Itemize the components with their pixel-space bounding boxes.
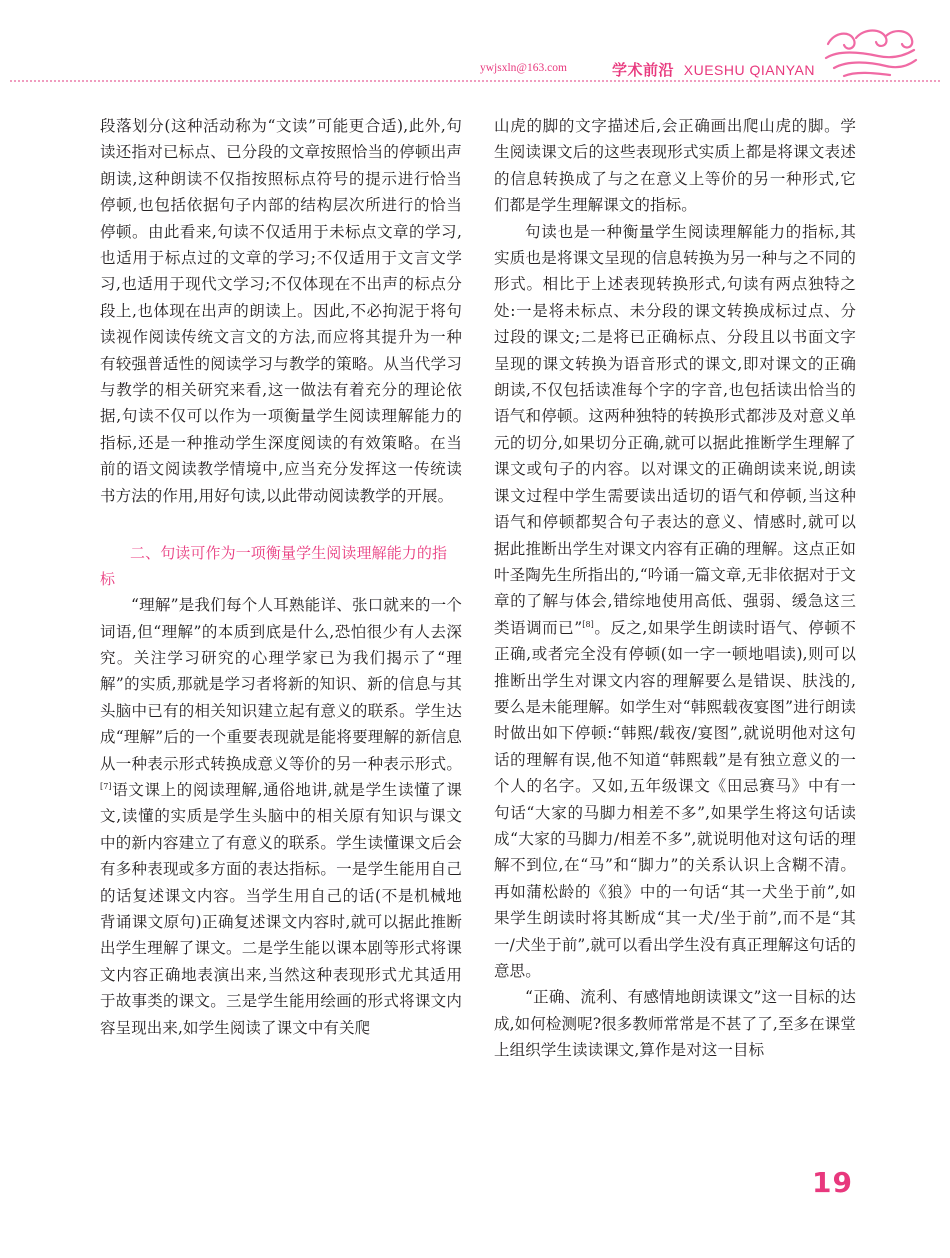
contact-email: ywjsxln@163.com [480, 62, 567, 74]
paragraph: “正确、流利、有感情地朗读课文”这一目标的达成,如何检测呢?很多教师常常是不甚了了,至多在课堂上组织学生读读课文,算作是对这一目标 [494, 988, 856, 1060]
paragraph-continued: 山虎的脚的文字描述后,会正确画出爬山虎的脚。学生阅读课文后的这些表现形式实质上都是将课文表述的信息转换成了与之在意义上等价的另一种形式,它们都是学生理解课文的指标。 [494, 117, 856, 215]
right-column [494, 113, 856, 1064]
section-title-en: XUESHU QIANYAN [683, 62, 815, 78]
left-column [100, 113, 462, 1041]
header-dotted-rule [10, 80, 940, 82]
paragraph [494, 219, 856, 985]
paragraph-text: 语文课上的阅读理解,通俗地讲,就是学生读懂了课文,读懂的实质是学生头脑中的相关原有知识与课文中的新内容建立了有意义的联系。学生读懂课文后会有多种表现或多方面的表达指标。一是学生能用自己的话复述课文内容。当学生用自己的话(不是机械地背诵课文原句)正确复述课文内容时,就可以据此推断出学生理解了课文。二是学生能以课本剧等形式将课文内容正确地表演出来,当然这种表现形式尤其适用于故事类的课文。三是学生能用绘画的形式将课文内容呈现出来,如学生阅读了课文中有关爬 [100, 780, 462, 1037]
section-heading: 二、句读可作为一项衡量学生阅读理解能力的指标 [100, 544, 448, 589]
paragraph-text: “理解”是我们每个人耳熟能详、张口就来的一个词语,但“理解”的本质到底是什么,恐怕很少有人去深究。关注学习研究的心理学家已为我们揭示了“理解”的实质,那就是学习者将新的知识、新的信息与其头脑中已有的相关知识建立起有意义的联系。学生达成“理解”后的一个重要表现就是能将要理解的新信息从一种表示形式转换成意义等价的另一种表示形式。 [100, 596, 462, 773]
paragraph-continued: 段落划分(这种活动称为“文读”可能更合适),此外,句读还指对已标点、已分段的文章按照恰当的停顿出声朗读,这种朗读不仅指按照标点符号的提示进行恰当停顿,也包括依据句子内部的结构层次所进行的恰当停顿。由此看来,句读不仅适用于未标点文章的学习,也适用于标点过的文章的学习;不仅适用于文言文学习,也适用于现代文学习;不仅体现在不出声的标点分段上,也体现在出声的朗读上。因此,不必拘泥于将句读视作阅读传统文言文的方法,而应将其提升为一种有较强普适性的阅读学习与教学的策略。从当代学习与教学的相关研究来看,这一做法有着充分的理论依据,句读不仅可以作为一项衡量学生阅读理解能力的指标,还是一种推动学生深度阅读的有效策略。在当前的语文阅读教学情境中,应当充分发挥这一传统读书方法的作用,用好句读,以此带动阅读教学的开展。 [100, 117, 462, 505]
page-header [0, 0, 950, 90]
paragraph-text: 。反之,如果学生朗读时语气、停顿不正确,或者完全没有停顿(如一字一顿地唱读),则可以推断出学生对课文内容的理解要么是错误、肤浅的,要么是未能理解。如学生对“韩熙载夜宴图”进行朗读时做出如下停顿:“韩熙/载夜/宴图”,就说明他对这句话的理解有误,他不知道“韩熙载”是有独立意义的一个人的名字。又如,五年级课文《田忌赛马》中有一句话“大家的马脚力相差不多”,如果学生将这句话读成“大家的马脚力/相差不多”,就说明他对这句话的理解不到位,在“马”和“脚力”的关系认识上含糊不清。再如蒲松龄的《狼》中的一句话“其一犬坐于前”,如果学生朗读时将其断成“其一犬/坐于前”,而不是“其一/犬坐于前”,就可以看出学生没有真正理解这句话的意思。 [494, 618, 856, 980]
citation-ref: [8] [582, 619, 594, 629]
section-title [612, 59, 815, 80]
citation-ref: [7] [100, 781, 112, 791]
paragraph [100, 592, 462, 1041]
paragraph-text: 句读也是一种衡量学生阅读理解能力的指标,其实质也是将课文呈现的信息转换为另一种与之不同的形式。相比于上述表现转换形式,句读有两点独特之处:一是将未标点、未分段的课文转换成标过点、分过段的课文;二是将已正确标点、分段且以书面文字呈现的课文转换为语音形式的课文,即对课文的正确朗读,不仅包括读准每个字的字音,也包括读出恰当的语气和停顿。这两种独特的转换形式都涉及对意义单元的切分,如果切分正确,就可以据此推断学生理解了课文或句子的内容。以对课文的正确朗读来说,朗读课文过程中学生需要读出适切的语气和停顿,当这种语气和停顿都契合句子表达的意义、情感时,就可以据此推断出学生对课文内容有正确的理解。这点正如叶圣陶先生所指出的,“吟诵一篇文章,无非依据对于文章的了解与体会,错综地使用高低、强弱、缓急这三类语调而已” [494, 222, 856, 637]
page-number: 19 [812, 1166, 853, 1199]
section-title-cn: 学术前沿 [612, 61, 675, 79]
decorative-swirl-icon [820, 26, 920, 78]
